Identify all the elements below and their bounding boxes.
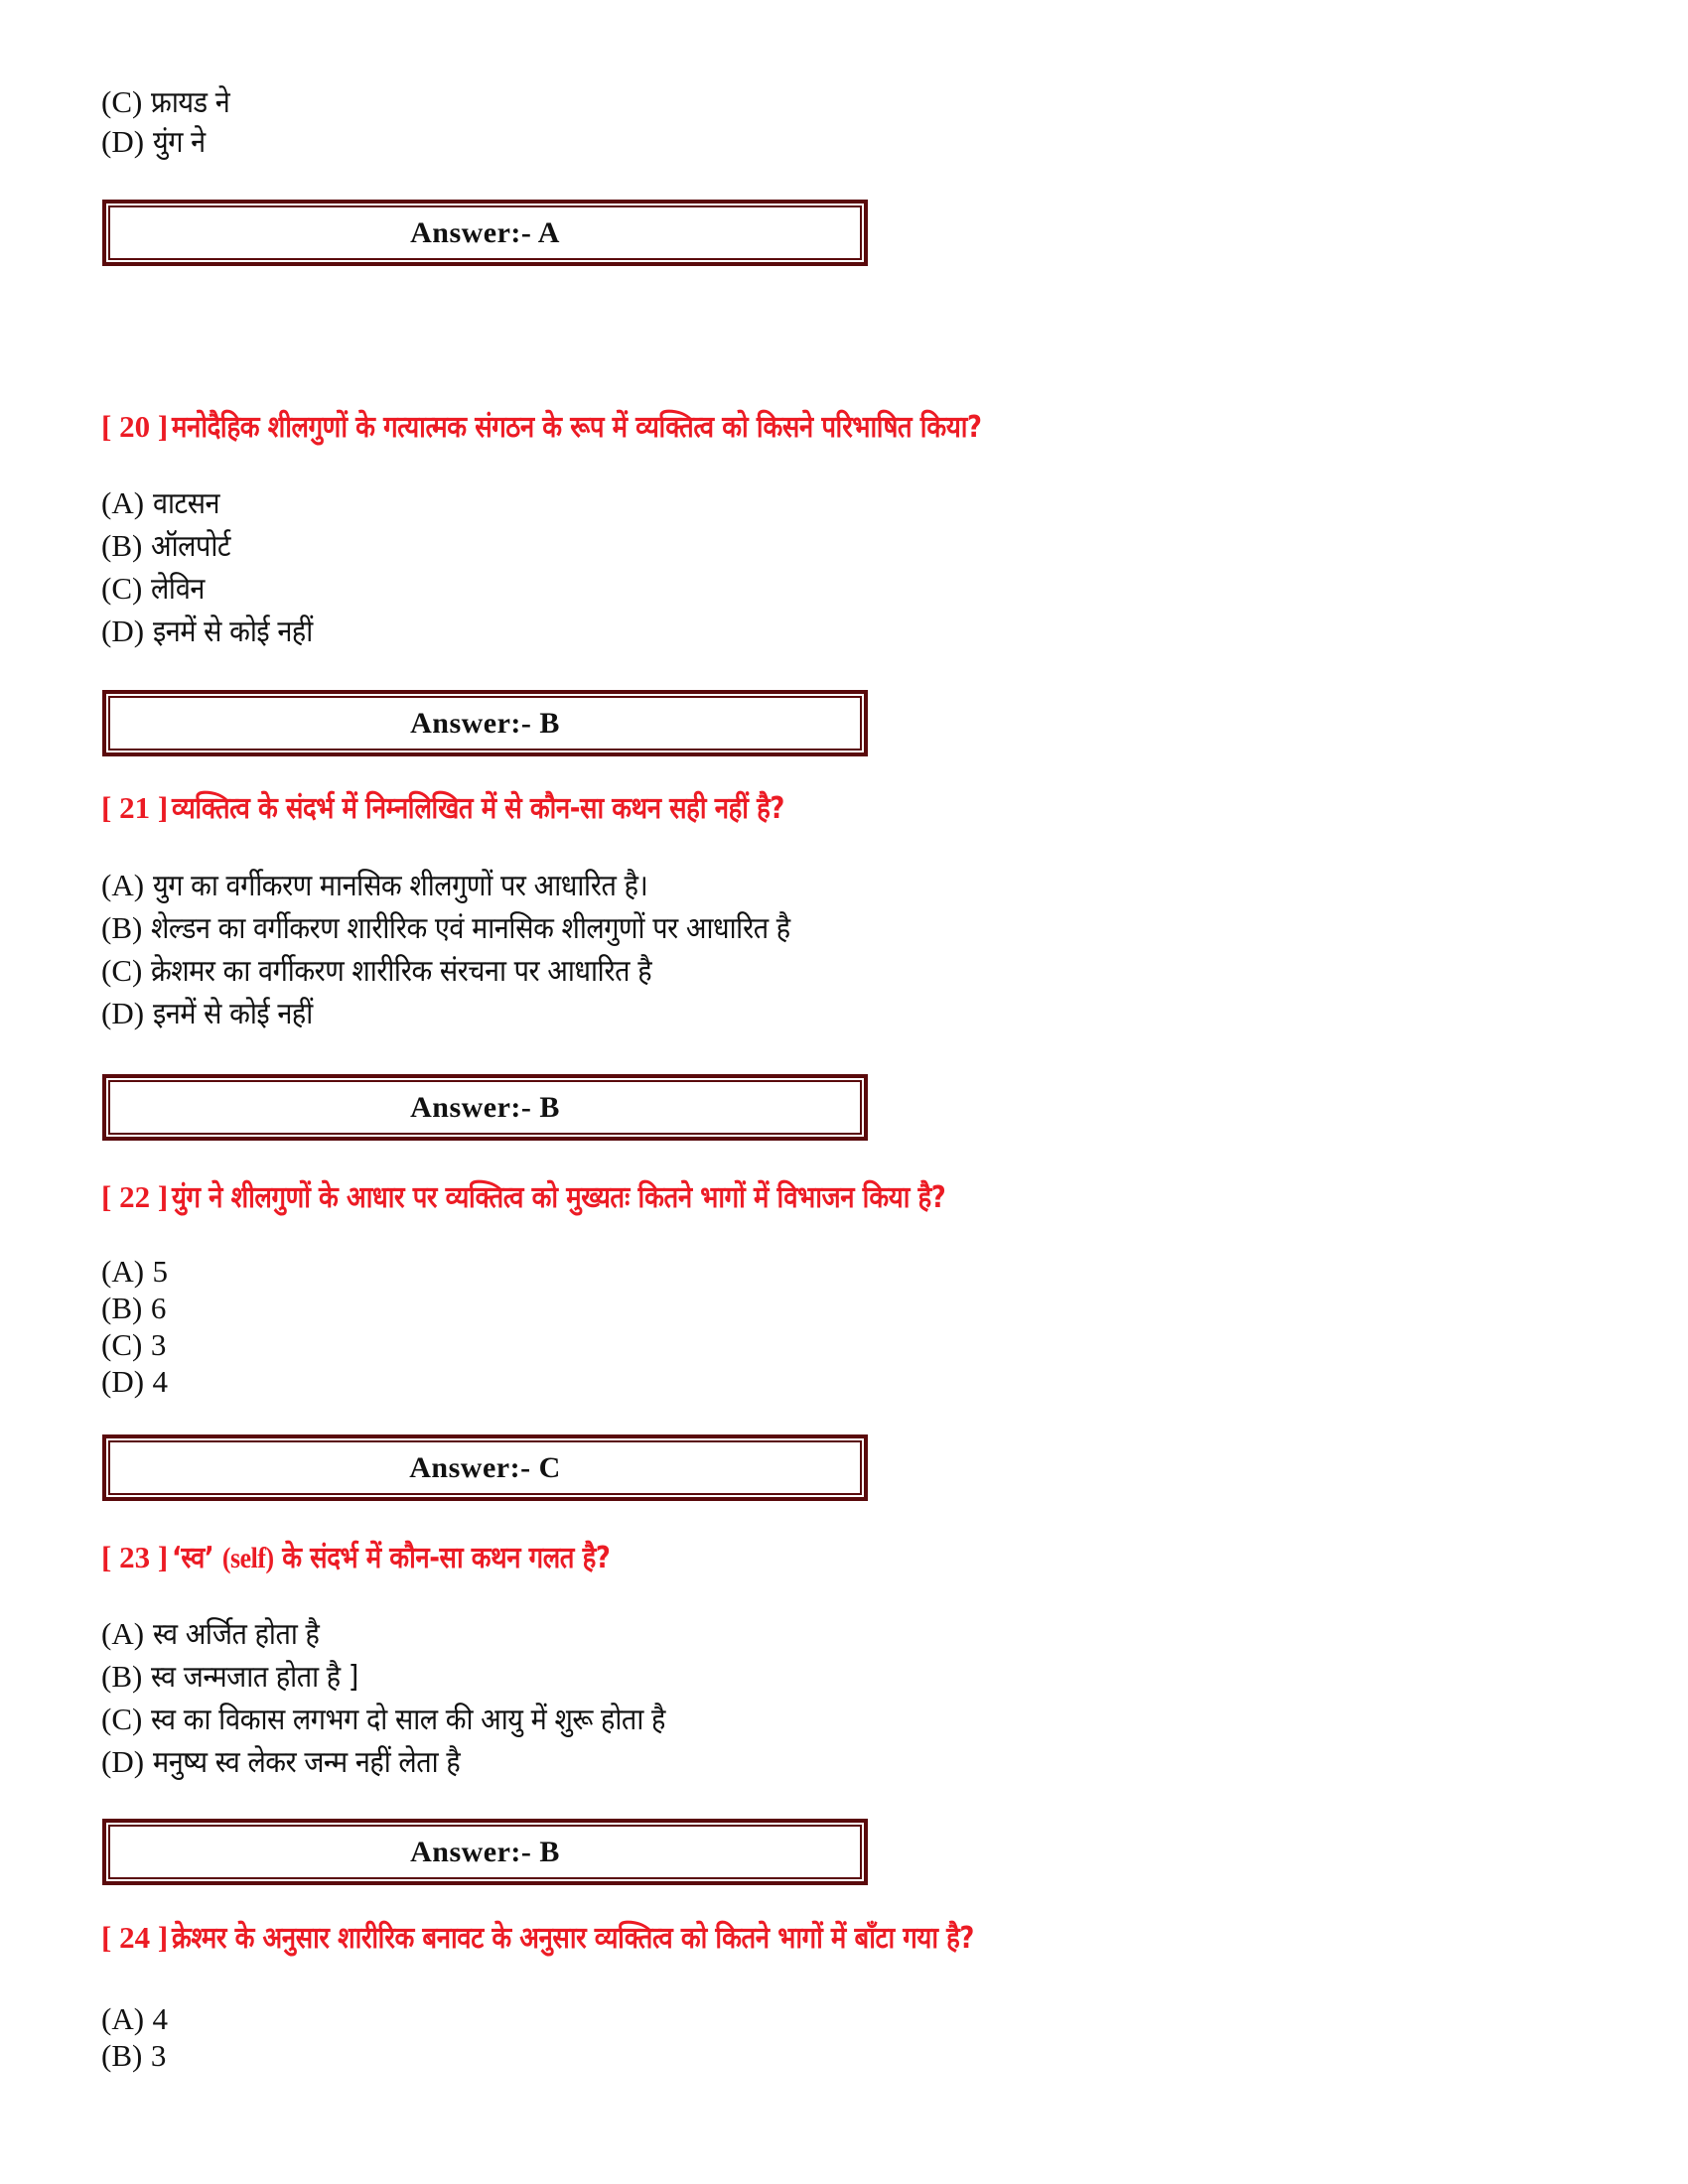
answer-box-inner xyxy=(108,1440,862,1495)
answer-box-inner xyxy=(108,205,862,260)
question-text: मनोदैहिक शीलगुणों के गत्यात्मक संगठन के रूप में व्यक्तित्व को किसने परिभाषित किया? xyxy=(172,410,982,445)
option-label: (D) xyxy=(101,1744,145,1779)
option-label: (D) xyxy=(101,996,145,1030)
option-label: (B) xyxy=(101,528,143,563)
option-text: 3 xyxy=(150,2038,167,2073)
question-text: क्रेश्मर के अनुसार शारीरिक बनावट के अनुसार व्यक्तित्व को कितने भागों में बाँटा गया है? xyxy=(172,1921,975,1956)
option-text: लेविन xyxy=(150,572,205,607)
option-label: (C) xyxy=(101,953,143,988)
question-number: [ 24 ] xyxy=(101,1920,169,1955)
answer-text: Answer:- B xyxy=(410,706,560,740)
question-number: [ 22 ] xyxy=(101,1179,169,1214)
option-label: (C) xyxy=(101,1327,143,1362)
option-label: (B) xyxy=(101,2038,143,2073)
question-number: [ 21 ] xyxy=(101,790,169,825)
option-text: ऑलपोर्ट xyxy=(150,529,230,564)
option-label: (A) xyxy=(101,868,145,902)
option-label: (C) xyxy=(101,84,143,119)
q21-option-c xyxy=(101,954,707,988)
option-text: फ्रायड ने xyxy=(150,85,230,120)
option-text: इनमें से कोई नहीं xyxy=(152,997,313,1031)
option-d xyxy=(101,125,211,159)
q21-option-d xyxy=(101,997,330,1030)
answer-box-22 xyxy=(102,1434,868,1501)
q24-option-b xyxy=(101,2039,166,2073)
q21-option-a xyxy=(101,869,702,902)
option-label: (A) xyxy=(101,1254,145,1289)
q23-option-c xyxy=(101,1703,722,1736)
answer-text: Answer:- B xyxy=(410,1090,560,1124)
option-label: (D) xyxy=(101,1364,145,1399)
option-label: (B) xyxy=(101,1659,143,1694)
question-text xyxy=(172,1541,611,1575)
option-text: 4 xyxy=(152,1364,169,1399)
question-23-heading xyxy=(101,1542,681,1573)
option-text: 6 xyxy=(150,1291,167,1325)
answer-text: Answer:- B xyxy=(410,1835,560,1868)
question-number: [ 23 ] xyxy=(101,1540,169,1574)
option-label: (B) xyxy=(101,910,143,945)
option-text: स्व का विकास लगभग दो साल की आयु में शुरू होता है xyxy=(150,1703,665,1737)
option-text: स्व अर्जित होता है xyxy=(152,1617,319,1652)
answer-box-19 xyxy=(102,200,868,266)
q20-option-d xyxy=(101,614,330,648)
option-label: (C) xyxy=(101,1702,143,1736)
question-text-prefix: ‘स्व’ xyxy=(172,1541,214,1575)
q20-option-a xyxy=(101,486,226,520)
option-text: 3 xyxy=(150,1327,167,1362)
answer-box-inner xyxy=(108,1080,862,1135)
q20-option-b xyxy=(101,529,239,563)
q21-option-b xyxy=(101,911,861,945)
answer-box-21 xyxy=(102,1074,868,1141)
question-20-heading xyxy=(101,411,1114,443)
option-c xyxy=(101,85,238,119)
option-label: (B) xyxy=(101,1291,143,1325)
q22-option-c xyxy=(101,1328,166,1362)
option-text: इनमें से कोई नहीं xyxy=(152,614,313,649)
option-text: युग का वर्गीकरण मानसिक शीलगुणों पर आधारित है। xyxy=(152,869,647,903)
option-label: (D) xyxy=(101,614,145,648)
question-number: [ 20 ] xyxy=(101,409,169,444)
answer-box-23 xyxy=(102,1819,868,1885)
question-text-main: के संदर्भ में कौन-सा कथन गलत है? xyxy=(282,1541,611,1575)
option-text: स्व जन्मजात होता है ] xyxy=(150,1660,358,1695)
answer-text: Answer:- C xyxy=(409,1450,561,1484)
question-text: युंग ने शीलगुणों के आधार पर व्यक्तित्व को मुख्यतः कितने भागों में विभाजन किया है? xyxy=(172,1180,946,1215)
question-text-english: (self) xyxy=(221,1542,274,1574)
answer-text: Answer:- A xyxy=(410,215,560,249)
answer-box-inner xyxy=(108,696,862,751)
question-24-heading xyxy=(101,1922,1105,1954)
option-text: क्रेशमर का वर्गीकरण शारीरिक संरचना पर आधारित है xyxy=(150,954,651,989)
option-label: (A) xyxy=(101,485,145,520)
option-label: (A) xyxy=(101,1616,145,1651)
option-text: 5 xyxy=(152,1254,169,1289)
question-22-heading xyxy=(101,1181,1071,1213)
answer-box-20 xyxy=(102,690,868,756)
q24-option-a xyxy=(101,2002,168,2036)
q23-option-b xyxy=(101,1660,381,1694)
q22-option-b xyxy=(101,1292,166,1325)
option-text: मनुष्य स्व लेकर जन्म नहीं लेता है xyxy=(152,1745,460,1780)
q22-option-a xyxy=(101,1255,168,1289)
option-text: 4 xyxy=(152,2001,169,2036)
option-text: शेल्डन का वर्गीकरण शारीरिक एवं मानसिक शीलगुणों पर आधारित है xyxy=(150,911,790,946)
q23-option-d xyxy=(101,1745,493,1779)
option-label: (A) xyxy=(101,2001,145,2036)
option-text: युंग ने xyxy=(152,125,206,160)
option-label: (C) xyxy=(101,571,143,606)
question-21-heading xyxy=(101,792,884,824)
q22-option-d xyxy=(101,1365,168,1399)
answer-box-inner xyxy=(108,1825,862,1879)
option-text: वाटसन xyxy=(152,486,219,521)
q23-option-a xyxy=(101,1617,338,1651)
option-label: (D) xyxy=(101,124,145,159)
question-text: व्यक्तित्व के संदर्भ में निम्नलिखित में से कौन-सा कथन सही नहीं है? xyxy=(172,791,785,826)
q20-option-c xyxy=(101,572,211,606)
